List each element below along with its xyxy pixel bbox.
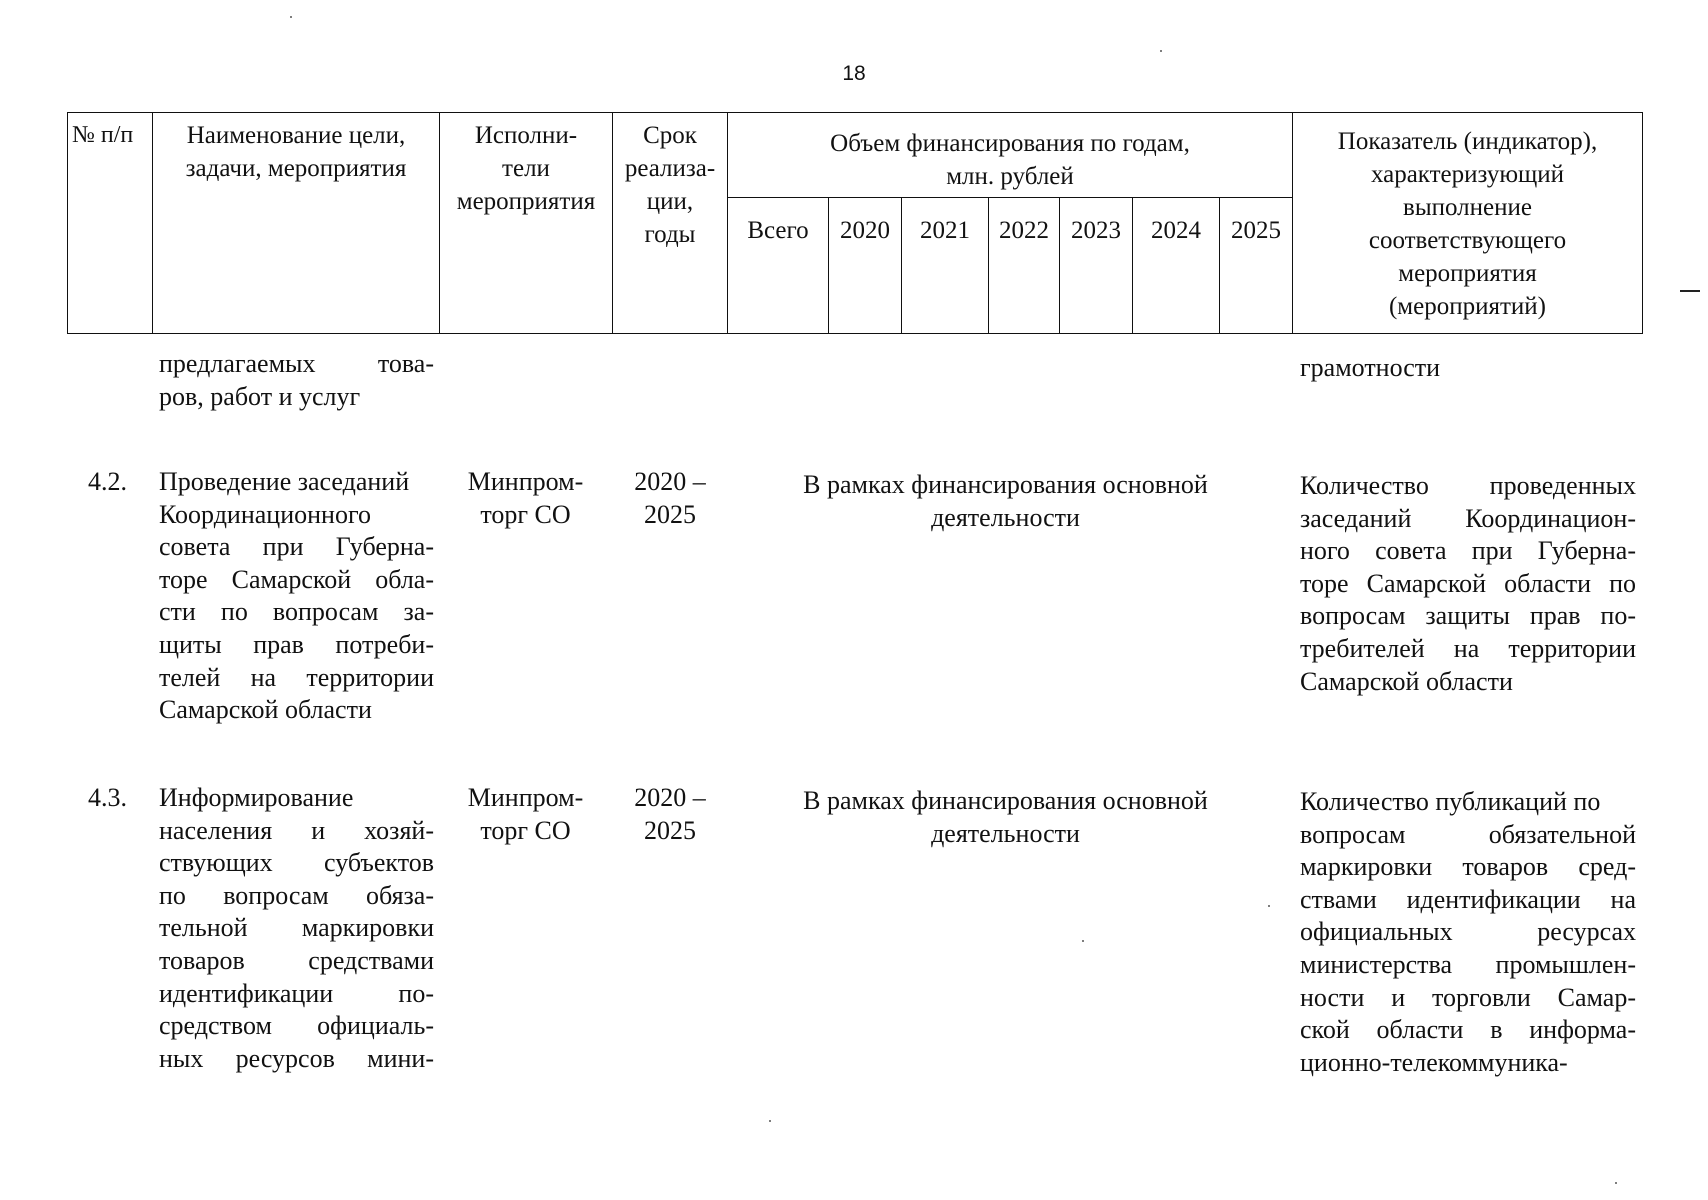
- continuation-indicator: грамотности: [1300, 353, 1441, 382]
- scan-speck: [1160, 50, 1162, 52]
- row-4-3-term-line: 2020 –: [634, 783, 706, 812]
- row-4-2-funding-line: деятельности: [931, 502, 1080, 532]
- row-4-3-name-line: ствующих субъектов: [159, 848, 434, 878]
- scan-edge-mark: [1680, 290, 1700, 292]
- row-4-2-name-line: щиты прав потреби-: [159, 629, 434, 659]
- continuation-name-line: ров, работ и услуг: [159, 381, 361, 411]
- row-4-3-name: [159, 782, 434, 1075]
- row-4-2-name-line: Самарской области: [159, 695, 372, 725]
- row-4-3-name-line: по вопросам обяза-: [159, 880, 434, 910]
- page-number: 18: [842, 62, 866, 85]
- header-indicator: Показатель (индикатор), характеризующий выполнение соответствующего мероприятия (мероприятий): [1293, 113, 1643, 334]
- scan-speck: [769, 1120, 771, 1122]
- row-4-3-indicator-line: Количество публикаций по: [1300, 787, 1601, 816]
- scan-speck: [290, 16, 292, 18]
- row-4-2-indicator-line: Самарской области: [1300, 666, 1513, 696]
- header-term: Срок реализа- ции, годы: [613, 113, 728, 334]
- row-4-3-executor-line: Минпром-: [467, 783, 584, 812]
- header-year-2021: 2021: [902, 197, 989, 333]
- row-4-3-indicator-line: ской области в информа-: [1300, 1015, 1636, 1045]
- row-4-3-term-line: 2025: [644, 815, 696, 845]
- header-year-2022: 2022: [989, 197, 1060, 333]
- row-4-3-funding: [728, 785, 1283, 850]
- row-4-3-indicator-line: вопросам обязательной: [1300, 819, 1636, 849]
- row-4-2-indicator: [1300, 470, 1636, 698]
- row-4-3-indicator-line: ности и торговли Самар-: [1300, 982, 1636, 1012]
- row-4-2-funding: [728, 469, 1283, 534]
- row-4-3-term: [617, 782, 723, 847]
- row-4-3-funding-line: деятельности: [931, 818, 1080, 848]
- row-4-2-indicator-line: заседаний Координацион-: [1300, 503, 1636, 533]
- row-4-2-indicator-line: ного совета при Губерна-: [1300, 536, 1636, 566]
- continuation-name: [159, 348, 434, 413]
- row-4-2-name-line: Проведение заседаний: [159, 467, 410, 496]
- row-4-2-num: 4.2.: [88, 467, 127, 496]
- row-4-3-name-line: населения и хозяй-: [159, 815, 434, 845]
- row-4-2-executor-line: Минпром-: [467, 467, 584, 496]
- row-4-3-executor-line: торг СО: [480, 815, 571, 845]
- row-4-3-indicator-line: ствами идентификации на: [1300, 884, 1636, 914]
- header-year-2025: 2025: [1220, 197, 1293, 333]
- header-year-2023: 2023: [1060, 197, 1133, 333]
- header-funding: Объем финансирования по годам, млн. рублей: [728, 113, 1293, 198]
- row-4-3-indicator-line: официальных ресурсах: [1300, 917, 1636, 947]
- row-4-3-name-line: Информирование: [159, 783, 354, 812]
- row-4-2-name-line: сти по вопросам за-: [159, 597, 434, 627]
- header-num: № п/п: [68, 113, 153, 334]
- header-executors: Исполни- тели мероприятия: [440, 113, 613, 334]
- row-4-2-name-line: торе Самарской обла-: [159, 564, 434, 594]
- row-4-2-term-line: 2025: [644, 499, 696, 529]
- row-4-2-indicator-line: Количество проведенных: [1300, 471, 1636, 500]
- scan-speck: [1082, 940, 1084, 942]
- header-total: Всего: [728, 197, 829, 333]
- row-4-3-indicator-line: маркировки товаров сред-: [1300, 852, 1636, 882]
- header-year-2020: 2020: [829, 197, 902, 333]
- row-4-2-term-line: 2020 –: [634, 467, 706, 496]
- row-4-3-indicator-line: министерства промышлен-: [1300, 949, 1636, 979]
- row-4-2-executor-line: торг СО: [480, 499, 571, 529]
- row-4-3-num: 4.3.: [88, 783, 127, 812]
- header-name: Наименование цели, задачи, мероприятия: [153, 113, 440, 334]
- row-4-2-term: [617, 466, 723, 531]
- row-4-3-name-line: тельной маркировки: [159, 913, 434, 943]
- row-4-2-name: [159, 466, 434, 727]
- row-4-3-name-line: средством официаль-: [159, 1011, 434, 1041]
- row-4-2-funding-line: В рамках финансирования основной: [803, 470, 1208, 499]
- row-4-3-name-line: идентификации по-: [159, 978, 434, 1008]
- scan-speck: [1615, 1182, 1617, 1184]
- row-4-3-indicator: [1300, 786, 1636, 1079]
- row-4-2-name-line: совета при Губерна-: [159, 532, 434, 562]
- row-4-3-indicator-line: ционно-телекоммуника-: [1300, 1047, 1568, 1077]
- header-table: [67, 112, 1643, 334]
- row-4-3-name-line: ных ресурсов мини-: [159, 1043, 434, 1073]
- row-4-3-name-line: товаров средствами: [159, 945, 434, 975]
- row-4-2-executor: [448, 466, 603, 531]
- row-4-2-indicator-line: требителей на территории: [1300, 633, 1636, 663]
- row-4-3-funding-line: В рамках финансирования основной: [803, 786, 1208, 815]
- header-year-2024: 2024: [1133, 197, 1220, 333]
- row-4-2-indicator-line: вопросам защиты прав по-: [1300, 601, 1636, 631]
- row-4-2-name-line: Координационного: [159, 499, 371, 529]
- row-4-3-executor: [448, 782, 603, 847]
- scan-speck: [1268, 905, 1270, 907]
- row-4-2-indicator-line: торе Самарской области по: [1300, 568, 1636, 598]
- row-4-2-name-line: телей на территории: [159, 662, 434, 692]
- continuation-name-line: предлагаемых това-: [159, 349, 434, 378]
